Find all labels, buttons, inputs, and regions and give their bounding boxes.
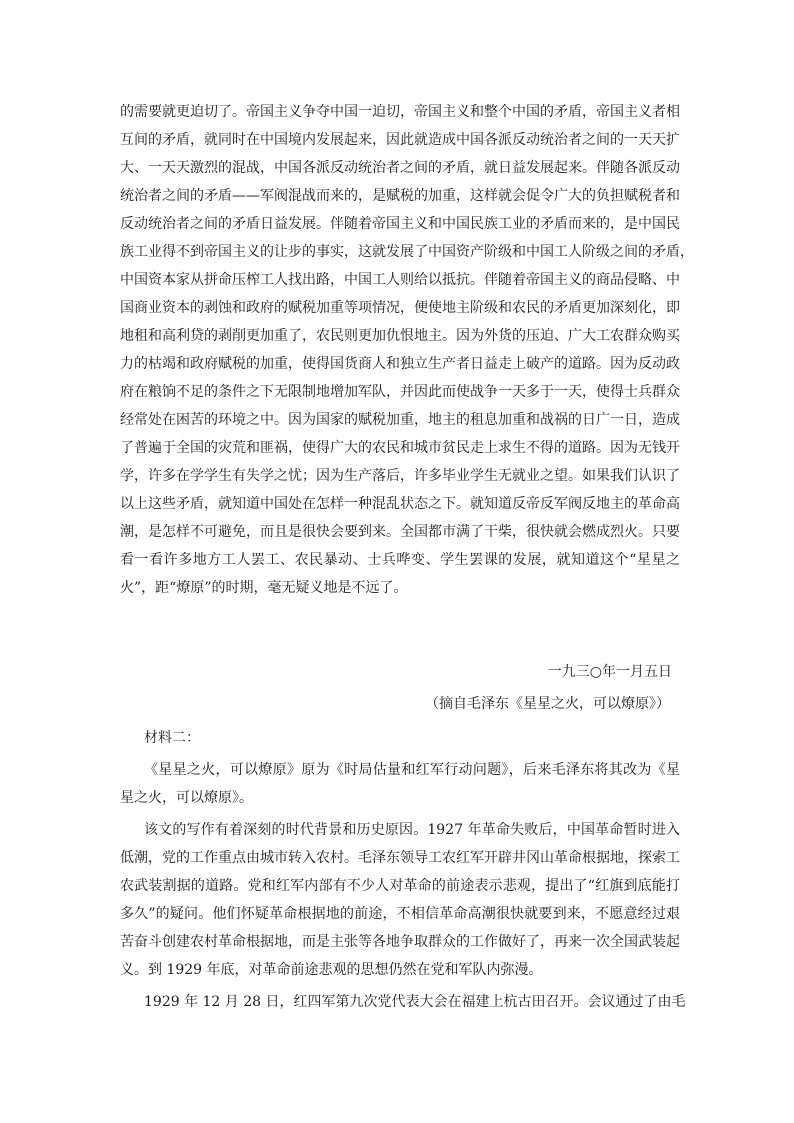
text-line: 的需要就更迫切了。帝国主义争夺中国一迫切，帝国主义和整个中国的矛盾，帝国主义者相 <box>120 104 680 120</box>
text-line: 地租和高利贷的剥削更加重了，农民则更加仇恨地主。因为外货的压迫、广大工农群众购买 <box>120 328 680 344</box>
text-line: 经常处在困苦的环境之中。因为国家的赋税加重，地主的租息加重和战祸的日广一日，造成 <box>120 412 680 428</box>
source-citation: （摘自毛泽东《星星之火，可以燎原》） <box>425 696 670 712</box>
text-line: 农武装割据的道路。党和红军内部有不少人对革命的前途表示悲观，提出了“红旗到底能打 <box>120 878 680 894</box>
text-line: 低潮，党的工作重点由城市转入农村。毛泽东领导工农红军开辟井冈山革命根据地，探索工 <box>120 850 680 866</box>
text-line: 火”，距“燎原”的时期，毫无疑义地是不远了。 <box>120 580 408 596</box>
text-line: 多久”的疑问。他们怀疑革命根据地的前途，不相信革命高潮很快就要到来，不愿意经过艰 <box>120 906 680 922</box>
text-line: 潮，是怎样不可避免，而且是很快会要到来。全国都市满了干柴，很快就会燃成烈火。只要 <box>120 524 680 540</box>
text-line: 1929 年 12 月 28 日，红四军第九次党代表大会在福建上杭古田召开。会议通过了由毛 <box>144 994 686 1010</box>
text-line: 国商业资本的剥蚀和政府的赋税加重等项情况，便使地主阶级和农民的矛盾更加深刻化，即 <box>120 300 680 316</box>
text-line: 反动统治者之间的矛盾日益发展。伴随着帝国主义和中国民族工业的矛盾而来的，是中国民 <box>120 216 680 232</box>
text-line: 了普遍于全国的灾荒和匪祸，使得广大的农民和城市贫民走上求生不得的道路。因为无钱开 <box>120 440 680 456</box>
text-line: 以上这些矛盾，就知道中国处在怎样一种混乱状态之下。就知道反帝反军阀反地主的革命高 <box>120 496 680 512</box>
text-line: 苦奋斗创建农村革命根据地，而是主张等各地争取群众的工作做好了，再来一次全国武装起 <box>120 934 680 950</box>
text-line: 大、一天天激烈的混战，中国各派反动统治者之间的矛盾，就日益发展起来。伴随各派反动 <box>120 160 680 176</box>
text-line: 府在粮饷不足的条件之下无限制地增加军队，并因此而使战争一天多于一天，使得士兵群众 <box>120 384 680 400</box>
text-line: 该文的写作有着深刻的时代背景和历史原因。1927 年革命失败后，中国革命暂时进入 <box>144 822 680 838</box>
date-line: 一九三○年一月五日 <box>547 664 672 680</box>
text-line: 族工业得不到帝国主义的让步的事实，这就发展了中国资产阶级和中国工人阶级之间的矛盾， <box>120 244 694 260</box>
section-heading: 材料二： <box>144 730 200 746</box>
text-line: 星之火，可以燎原》。 <box>120 790 253 806</box>
text-line: 《星星之火，可以燎原》原为《时局估量和红军行动问题》，后来毛泽东将其改为《星 <box>144 762 680 778</box>
text-line: 看一看许多地方工人罢工、农民暴动、士兵哗变、学生罢课的发展，就知道这个“星星之 <box>120 552 680 568</box>
text-line: 学，许多在学学生有失学之忧；因为生产落后，许多毕业学生无就业之望。如果我们认识了 <box>120 468 680 484</box>
text-line: 互间的矛盾，就同时在中国境内发展起来，因此就造成中国各派反动统治者之间的一天天扩 <box>120 132 680 148</box>
text-line: 力的枯竭和政府赋税的加重，使得国货商人和独立生产者日益走上破产的道路。因为反动政 <box>120 356 680 372</box>
text-line: 中国资本家从拼命压榨工人找出路，中国工人则给以抵抗。伴随着帝国主义的商品侵略、中 <box>120 272 680 288</box>
text-line: 统治者之间的矛盾——军阀混战而来的，是赋税的加重，这样就会促令广大的负担赋税者和 <box>120 188 680 204</box>
text-line: 义。到 1929 年底，对革命前途悲观的思想仍然在党和军队内弥漫。 <box>120 962 543 978</box>
